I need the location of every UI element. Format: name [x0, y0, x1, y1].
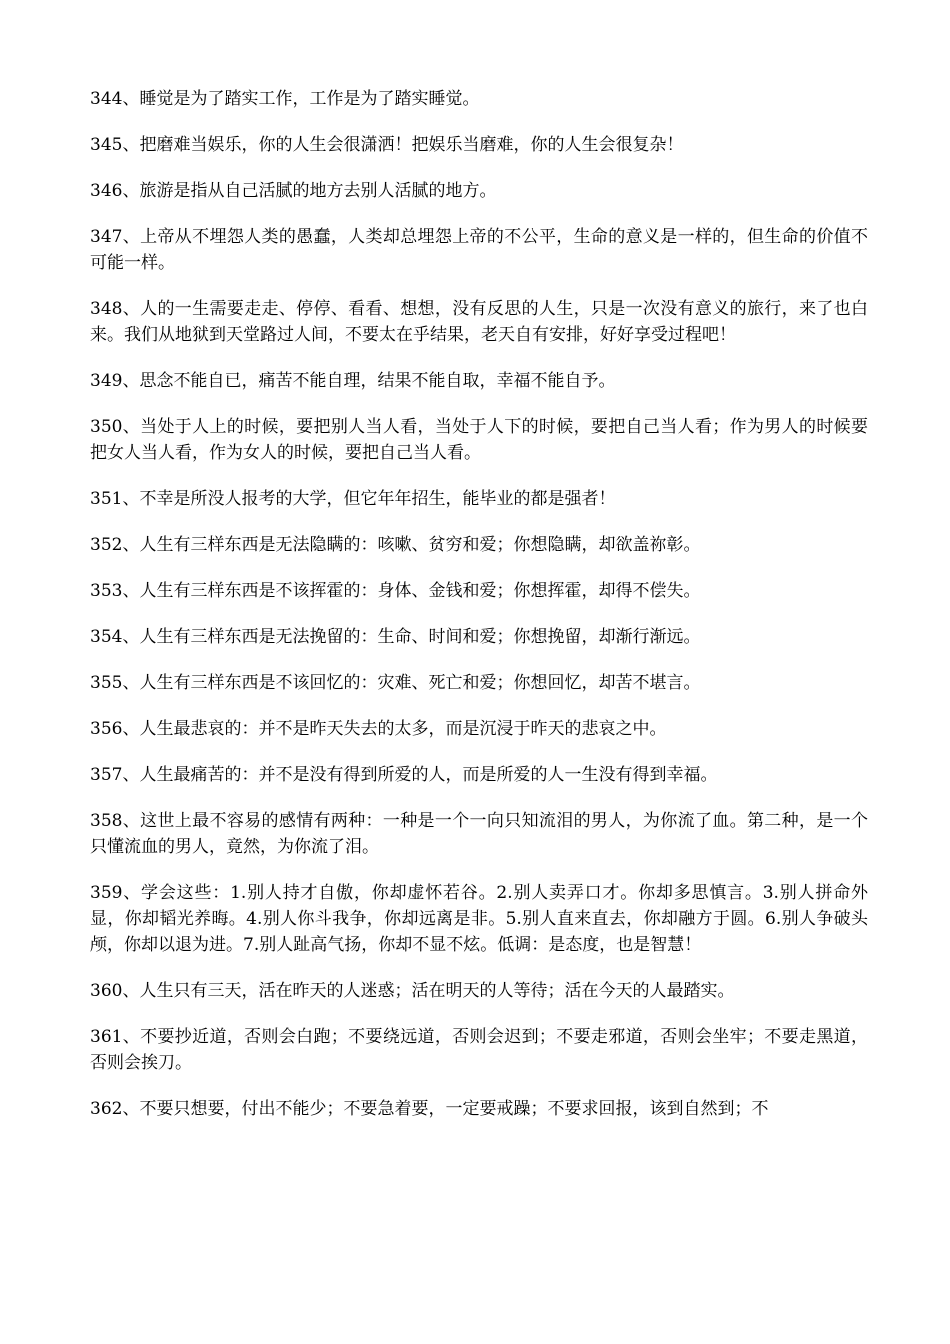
- paragraph-353: 353、人生有三样东西是不该挥霍的：身体、金钱和爱；你想挥霍，却得不偿失。: [90, 581, 701, 601]
- paragraph-352: 352、人生有三样东西是无法隐瞒的：咳嗽、贫穷和爱；你想隐瞒，却欲盖祢彰。: [90, 535, 701, 555]
- paragraph-347: 347、上帝从不埋怨人类的愚蠢，人类却总埋怨上帝的不公平，生命的意义是一样的，但生命的价值不可能一样。: [90, 227, 868, 273]
- paragraph-360: 360、人生只有三天，活在昨天的人迷惑；活在明天的人等待；活在今天的人最踏实。: [90, 981, 735, 1001]
- document-body: [90, 86, 868, 1142]
- paragraph-355: 355、人生有三样东西是不该回忆的：灾难、死亡和爱；你想回忆，却苦不堪言。: [90, 673, 701, 693]
- paragraph-348: 348、人的一生需要走走、停停、看看、想想，没有反思的人生，只是一次没有意义的旅行，来了也白来。我们从地狱到天堂路过人间，不要太在乎结果，老天自有安排，好好享受过程吧！: [90, 299, 868, 345]
- paragraph-357: 357、人生最痛苦的：并不是没有得到所爱的人，而是所爱的人一生没有得到幸福。: [90, 765, 718, 785]
- paragraph-349: 349、思念不能自已，痛苦不能自理，结果不能自取，幸福不能自予。: [90, 371, 616, 391]
- paragraph-344: 344、睡觉是为了踏实工作，工作是为了踏实睡觉。: [90, 89, 480, 109]
- paragraph-350: 350、当处于人上的时候，要把别人当人看，当处于人下的时候，要把自己当人看；作为男人的时候要把女人当人看，作为女人的时候，要把自己当人看。: [90, 417, 868, 463]
- paragraph-356: 356、人生最悲哀的：并不是昨天失去的太多，而是沉浸于昨天的悲哀之中。: [90, 719, 667, 739]
- paragraph-346: 346、旅游是指从自己活腻的地方去别人活腻的地方。: [90, 181, 497, 201]
- paragraph-354: 354、人生有三样东西是无法挽留的：生命、时间和爱；你想挽留，却渐行渐远。: [90, 627, 701, 647]
- paragraph-359: 359、学会这些：1.别人持才自傲，你却虚怀若谷。2.别人卖弄口才。你却多思慎言。3.别人拼命外显，你却韬光养晦。4.别人你斗我争，你却远离是非。5.别人直来直去，你却融方于圆。6.别人争破头颅，你却以退为进。7.别人趾高气扬，你却不显不炫。低调：是态度，也是智慧！: [90, 883, 868, 955]
- paragraph-358: 358、这世上最不容易的感情有两种：一种是一个一向只知流泪的男人，为你流了血。第二种，是一个只懂流血的男人，竟然，为你流了泪。: [90, 811, 868, 857]
- paragraph-351: 351、不幸是所没人报考的大学，但它年年招生，能毕业的都是强者！: [90, 489, 616, 509]
- paragraph-362: 362、不要只想要，付出不能少；不要急着要，一定要戒躁；不要求回报，该到自然到；不: [90, 1099, 769, 1119]
- paragraph-361: 361、不要抄近道，否则会白跑；不要绕远道，否则会迟到；不要走邪道，否则会坐牢；不要走黑道，否则会挨刀。: [90, 1027, 868, 1073]
- paragraph-345: 345、把磨难当娱乐，你的人生会很潇洒！把娱乐当磨难，你的人生会很复杂！: [90, 135, 684, 155]
